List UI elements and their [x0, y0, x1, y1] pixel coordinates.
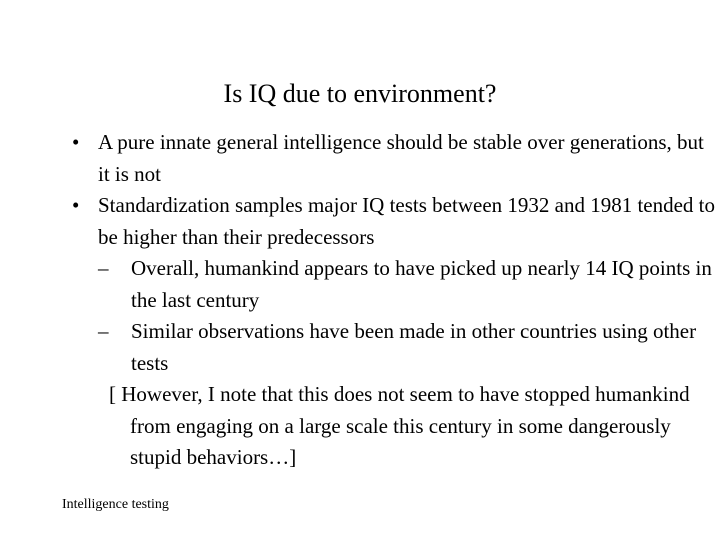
bracketed-note: [ However, I note that this does not seem to have stopped humankind from engaging on a large scale this century in some dangerously stupid behaviors…]	[109, 382, 690, 469]
bullet-marker: •	[72, 130, 80, 154]
bullet-text: Standardization samples major IQ tests between 1932 and 1981 tended to be higher than their predecessors	[98, 193, 716, 249]
bullet-item	[0, 127, 720, 190]
sub-bullet-item	[0, 316, 720, 379]
sub-bullet-text: Similar observations have been made in other countries using other tests	[131, 319, 697, 375]
bullet-list	[0, 127, 720, 474]
bullet-text: A pure innate general intelligence should be stable over generations, but it is not	[98, 130, 704, 186]
sub-bullet-item	[0, 253, 720, 316]
sub-bullet-text: Overall, humankind appears to have picked up nearly 14 IQ points in the last century	[131, 256, 712, 312]
sub-bullet-marker: –	[98, 319, 109, 343]
slide-title: Is IQ due to environment?	[223, 79, 497, 108]
bullet-item	[0, 190, 720, 253]
sub-bullet-marker: –	[98, 256, 109, 280]
bullet-marker: •	[72, 193, 80, 217]
slide-footer: Intelligence testing	[62, 497, 169, 512]
